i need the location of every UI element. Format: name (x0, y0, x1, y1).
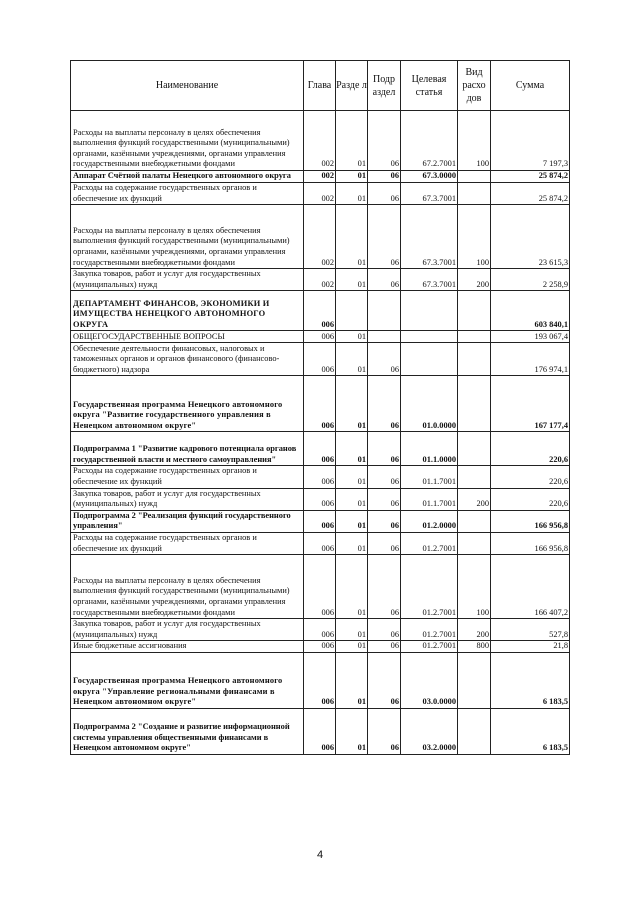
cell-summa: 2 258,9 (491, 269, 570, 291)
cell-glava: 006 (304, 291, 336, 331)
cell-podrazdel: 06 (368, 708, 401, 754)
cell-vid: 100 (458, 205, 491, 269)
cell-glava: 006 (304, 376, 336, 432)
cell-name: Аппарат Счётной палаты Ненецкого автономного округа (71, 171, 304, 183)
cell-razdel: 01 (336, 432, 368, 466)
table-row (71, 291, 570, 331)
cell-podrazdel: 06 (368, 555, 401, 619)
cell-summa: 25 874,2 (491, 171, 570, 183)
cell-glava: 006 (304, 510, 336, 532)
table-row (71, 555, 570, 619)
header-glava: Глава (304, 61, 336, 111)
cell-glava: 002 (304, 205, 336, 269)
cell-razdel (336, 291, 368, 331)
cell-summa: 166 956,8 (491, 510, 570, 532)
cell-vid (458, 466, 491, 488)
cell-name: Расходы на выплаты персоналу в целях обеспечения выполнения функций государственными (муниципальными) органами, казёнными учреждениями, органами управления государственными внебюджетными фондами (71, 111, 304, 171)
page-number: 4 (316, 849, 324, 861)
cell-name: Расходы на выплаты персоналу в целях обеспечения выполнения функций государственными (муниципальными) органами, казёнными учреждениями, органами управления государственными внебюджетными фондами (71, 555, 304, 619)
cell-vid (458, 171, 491, 183)
cell-name: Закупка товаров, работ и услуг для государственных (муниципальных) нужд (71, 269, 304, 291)
cell-podrazdel: 06 (368, 171, 401, 183)
cell-name: Расходы на выплаты персоналу в целях обеспечения выполнения функций государственными (муниципальными) органами, казёнными учреждениями, органами управления государственными внебюджетными фондами (71, 205, 304, 269)
cell-podrazdel: 06 (368, 205, 401, 269)
cell-name: Иные бюджетные ассигнования (71, 641, 304, 653)
cell-razdel: 01 (336, 708, 368, 754)
cell-glava: 006 (304, 432, 336, 466)
cell-razdel: 01 (336, 510, 368, 532)
cell-podrazdel: 06 (368, 619, 401, 641)
cell-glava: 002 (304, 171, 336, 183)
cell-podrazdel: 06 (368, 183, 401, 205)
table-row (71, 343, 570, 376)
cell-summa: 220,6 (491, 488, 570, 510)
cell-glava: 006 (304, 555, 336, 619)
cell-summa: 6 183,5 (491, 708, 570, 754)
table-row (71, 432, 570, 466)
cell-razdel: 01 (336, 641, 368, 653)
cell-statya: 67.3.7001 (401, 183, 458, 205)
table-row (71, 171, 570, 183)
cell-vid (458, 510, 491, 532)
cell-glava: 006 (304, 641, 336, 653)
cell-glava: 002 (304, 183, 336, 205)
cell-podrazdel: 06 (368, 376, 401, 432)
cell-statya (401, 291, 458, 331)
table-row (71, 466, 570, 488)
cell-summa: 220,6 (491, 466, 570, 488)
cell-summa: 21,8 (491, 641, 570, 653)
cell-statya: 03.2.0000 (401, 708, 458, 754)
cell-vid: 200 (458, 269, 491, 291)
table-row (71, 205, 570, 269)
cell-statya: 01.2.7001 (401, 532, 458, 554)
cell-glava: 006 (304, 619, 336, 641)
cell-vid: 800 (458, 641, 491, 653)
cell-podrazdel: 06 (368, 111, 401, 171)
cell-summa: 603 840,1 (491, 291, 570, 331)
cell-summa: 167 177,4 (491, 376, 570, 432)
cell-glava: 006 (304, 343, 336, 376)
cell-podrazdel: 06 (368, 343, 401, 376)
cell-podrazdel: 06 (368, 432, 401, 466)
cell-vid (458, 708, 491, 754)
cell-statya (401, 343, 458, 376)
cell-vid: 200 (458, 619, 491, 641)
cell-summa: 193 067,4 (491, 331, 570, 343)
table-row (71, 488, 570, 510)
cell-glava: 006 (304, 708, 336, 754)
cell-vid (458, 532, 491, 554)
cell-razdel: 01 (336, 488, 368, 510)
cell-summa: 166 407,2 (491, 555, 570, 619)
cell-glava: 006 (304, 652, 336, 708)
cell-vid (458, 432, 491, 466)
cell-name: Государственная программа Ненецкого автономного округа "Управление региональными финансами в Ненецком автономном округе" (71, 652, 304, 708)
cell-statya: 01.1.0000 (401, 432, 458, 466)
cell-summa: 166 956,8 (491, 532, 570, 554)
cell-name: Подпрограмма 2 "Реализация функций государственного управления" (71, 510, 304, 532)
cell-name: Закупка товаров, работ и услуг для государственных (муниципальных) нужд (71, 488, 304, 510)
cell-summa: 23 615,3 (491, 205, 570, 269)
cell-vid (458, 291, 491, 331)
cell-vid (458, 183, 491, 205)
cell-statya: 01.1.7001 (401, 488, 458, 510)
cell-razdel: 01 (336, 343, 368, 376)
cell-vid (458, 376, 491, 432)
cell-podrazdel: 06 (368, 510, 401, 532)
cell-podrazdel (368, 331, 401, 343)
cell-vid (458, 343, 491, 376)
cell-vid (458, 331, 491, 343)
cell-podrazdel: 06 (368, 488, 401, 510)
table-row (71, 532, 570, 554)
cell-statya: 01.1.7001 (401, 466, 458, 488)
table-row (71, 652, 570, 708)
cell-statya: 03.0.0000 (401, 652, 458, 708)
cell-name: Обеспечение деятельности финансовых, налоговых и таможенных органов и органов финансового (финансово-бюджетного) надзора (71, 343, 304, 376)
table-row (71, 619, 570, 641)
cell-podrazdel: 06 (368, 269, 401, 291)
cell-razdel: 01 (336, 376, 368, 432)
header-statya: Целевая статья (401, 61, 458, 111)
cell-razdel: 01 (336, 331, 368, 343)
header-name: Наименование (71, 61, 304, 111)
cell-statya: 01.2.7001 (401, 619, 458, 641)
table-row (71, 331, 570, 343)
cell-statya: 67.3.0000 (401, 171, 458, 183)
cell-statya: 67.3.7001 (401, 205, 458, 269)
cell-statya: 01.2.0000 (401, 510, 458, 532)
cell-summa: 7 197,3 (491, 111, 570, 171)
cell-glava: 006 (304, 331, 336, 343)
cell-statya: 67.2.7001 (401, 111, 458, 171)
table-row (71, 376, 570, 432)
cell-statya: 01.0.0000 (401, 376, 458, 432)
cell-name: ДЕПАРТАМЕНТ ФИНАНСОВ, ЭКОНОМИКИ И ИМУЩЕСТВА НЕНЕЦКОГО АВТОНОМНОГО ОКРУГА (71, 291, 304, 331)
cell-name: Расходы на содержание государственных органов и обеспечение их функций (71, 532, 304, 554)
cell-name: Подпрограмма 1 "Развитие кадрового потенциала органов государственной власти и местного самоуправления" (71, 432, 304, 466)
cell-razdel: 01 (336, 555, 368, 619)
table-header-row (71, 61, 570, 111)
table-row (71, 708, 570, 754)
table-row (71, 510, 570, 532)
cell-glava: 002 (304, 111, 336, 171)
cell-vid: 100 (458, 111, 491, 171)
cell-statya (401, 331, 458, 343)
table-row (71, 641, 570, 653)
cell-vid: 100 (458, 555, 491, 619)
cell-glava: 006 (304, 488, 336, 510)
cell-podrazdel: 06 (368, 532, 401, 554)
cell-glava: 006 (304, 532, 336, 554)
cell-podrazdel: 06 (368, 641, 401, 653)
cell-name: Закупка товаров, работ и услуг для государственных (муниципальных) нужд (71, 619, 304, 641)
header-podrazdel: Подр аздел (368, 61, 401, 111)
header-vid: Вид расхо дов (458, 61, 491, 111)
cell-name: Подпрограмма 2 "Создание и развитие информационной системы управления общественными финансами в Ненецком автономном округе" (71, 708, 304, 754)
cell-razdel: 01 (336, 269, 368, 291)
cell-razdel: 01 (336, 652, 368, 708)
header-razdel: Разде л (336, 61, 368, 111)
header-summa: Сумма (491, 61, 570, 111)
cell-glava: 002 (304, 269, 336, 291)
cell-razdel: 01 (336, 466, 368, 488)
cell-statya: 01.2.7001 (401, 641, 458, 653)
cell-name: Расходы на содержание государственных органов и обеспечение их функций (71, 183, 304, 205)
cell-podrazdel: 06 (368, 652, 401, 708)
cell-razdel: 01 (336, 183, 368, 205)
table-row (71, 183, 570, 205)
cell-name: ОБЩЕГОСУДАРСТВЕННЫЕ ВОПРОСЫ (71, 331, 304, 343)
table-body (71, 111, 570, 755)
table-row (71, 269, 570, 291)
cell-glava: 006 (304, 466, 336, 488)
cell-razdel: 01 (336, 111, 368, 171)
cell-statya: 67.3.7001 (401, 269, 458, 291)
cell-razdel: 01 (336, 205, 368, 269)
cell-name: Государственная программа Ненецкого автономного округа "Развитие государственного управления в Ненецком автономном округе" (71, 376, 304, 432)
cell-summa: 176 974,1 (491, 343, 570, 376)
cell-summa: 220,6 (491, 432, 570, 466)
cell-razdel: 01 (336, 532, 368, 554)
cell-summa: 25 874,2 (491, 183, 570, 205)
cell-summa: 6 183,5 (491, 652, 570, 708)
table-row (71, 111, 570, 171)
cell-podrazdel (368, 291, 401, 331)
cell-podrazdel: 06 (368, 466, 401, 488)
budget-table (70, 60, 570, 755)
cell-name: Расходы на содержание государственных органов и обеспечение их функций (71, 466, 304, 488)
cell-vid (458, 652, 491, 708)
cell-vid: 200 (458, 488, 491, 510)
cell-razdel: 01 (336, 619, 368, 641)
cell-statya: 01.2.7001 (401, 555, 458, 619)
cell-summa: 527,8 (491, 619, 570, 641)
cell-razdel: 01 (336, 171, 368, 183)
